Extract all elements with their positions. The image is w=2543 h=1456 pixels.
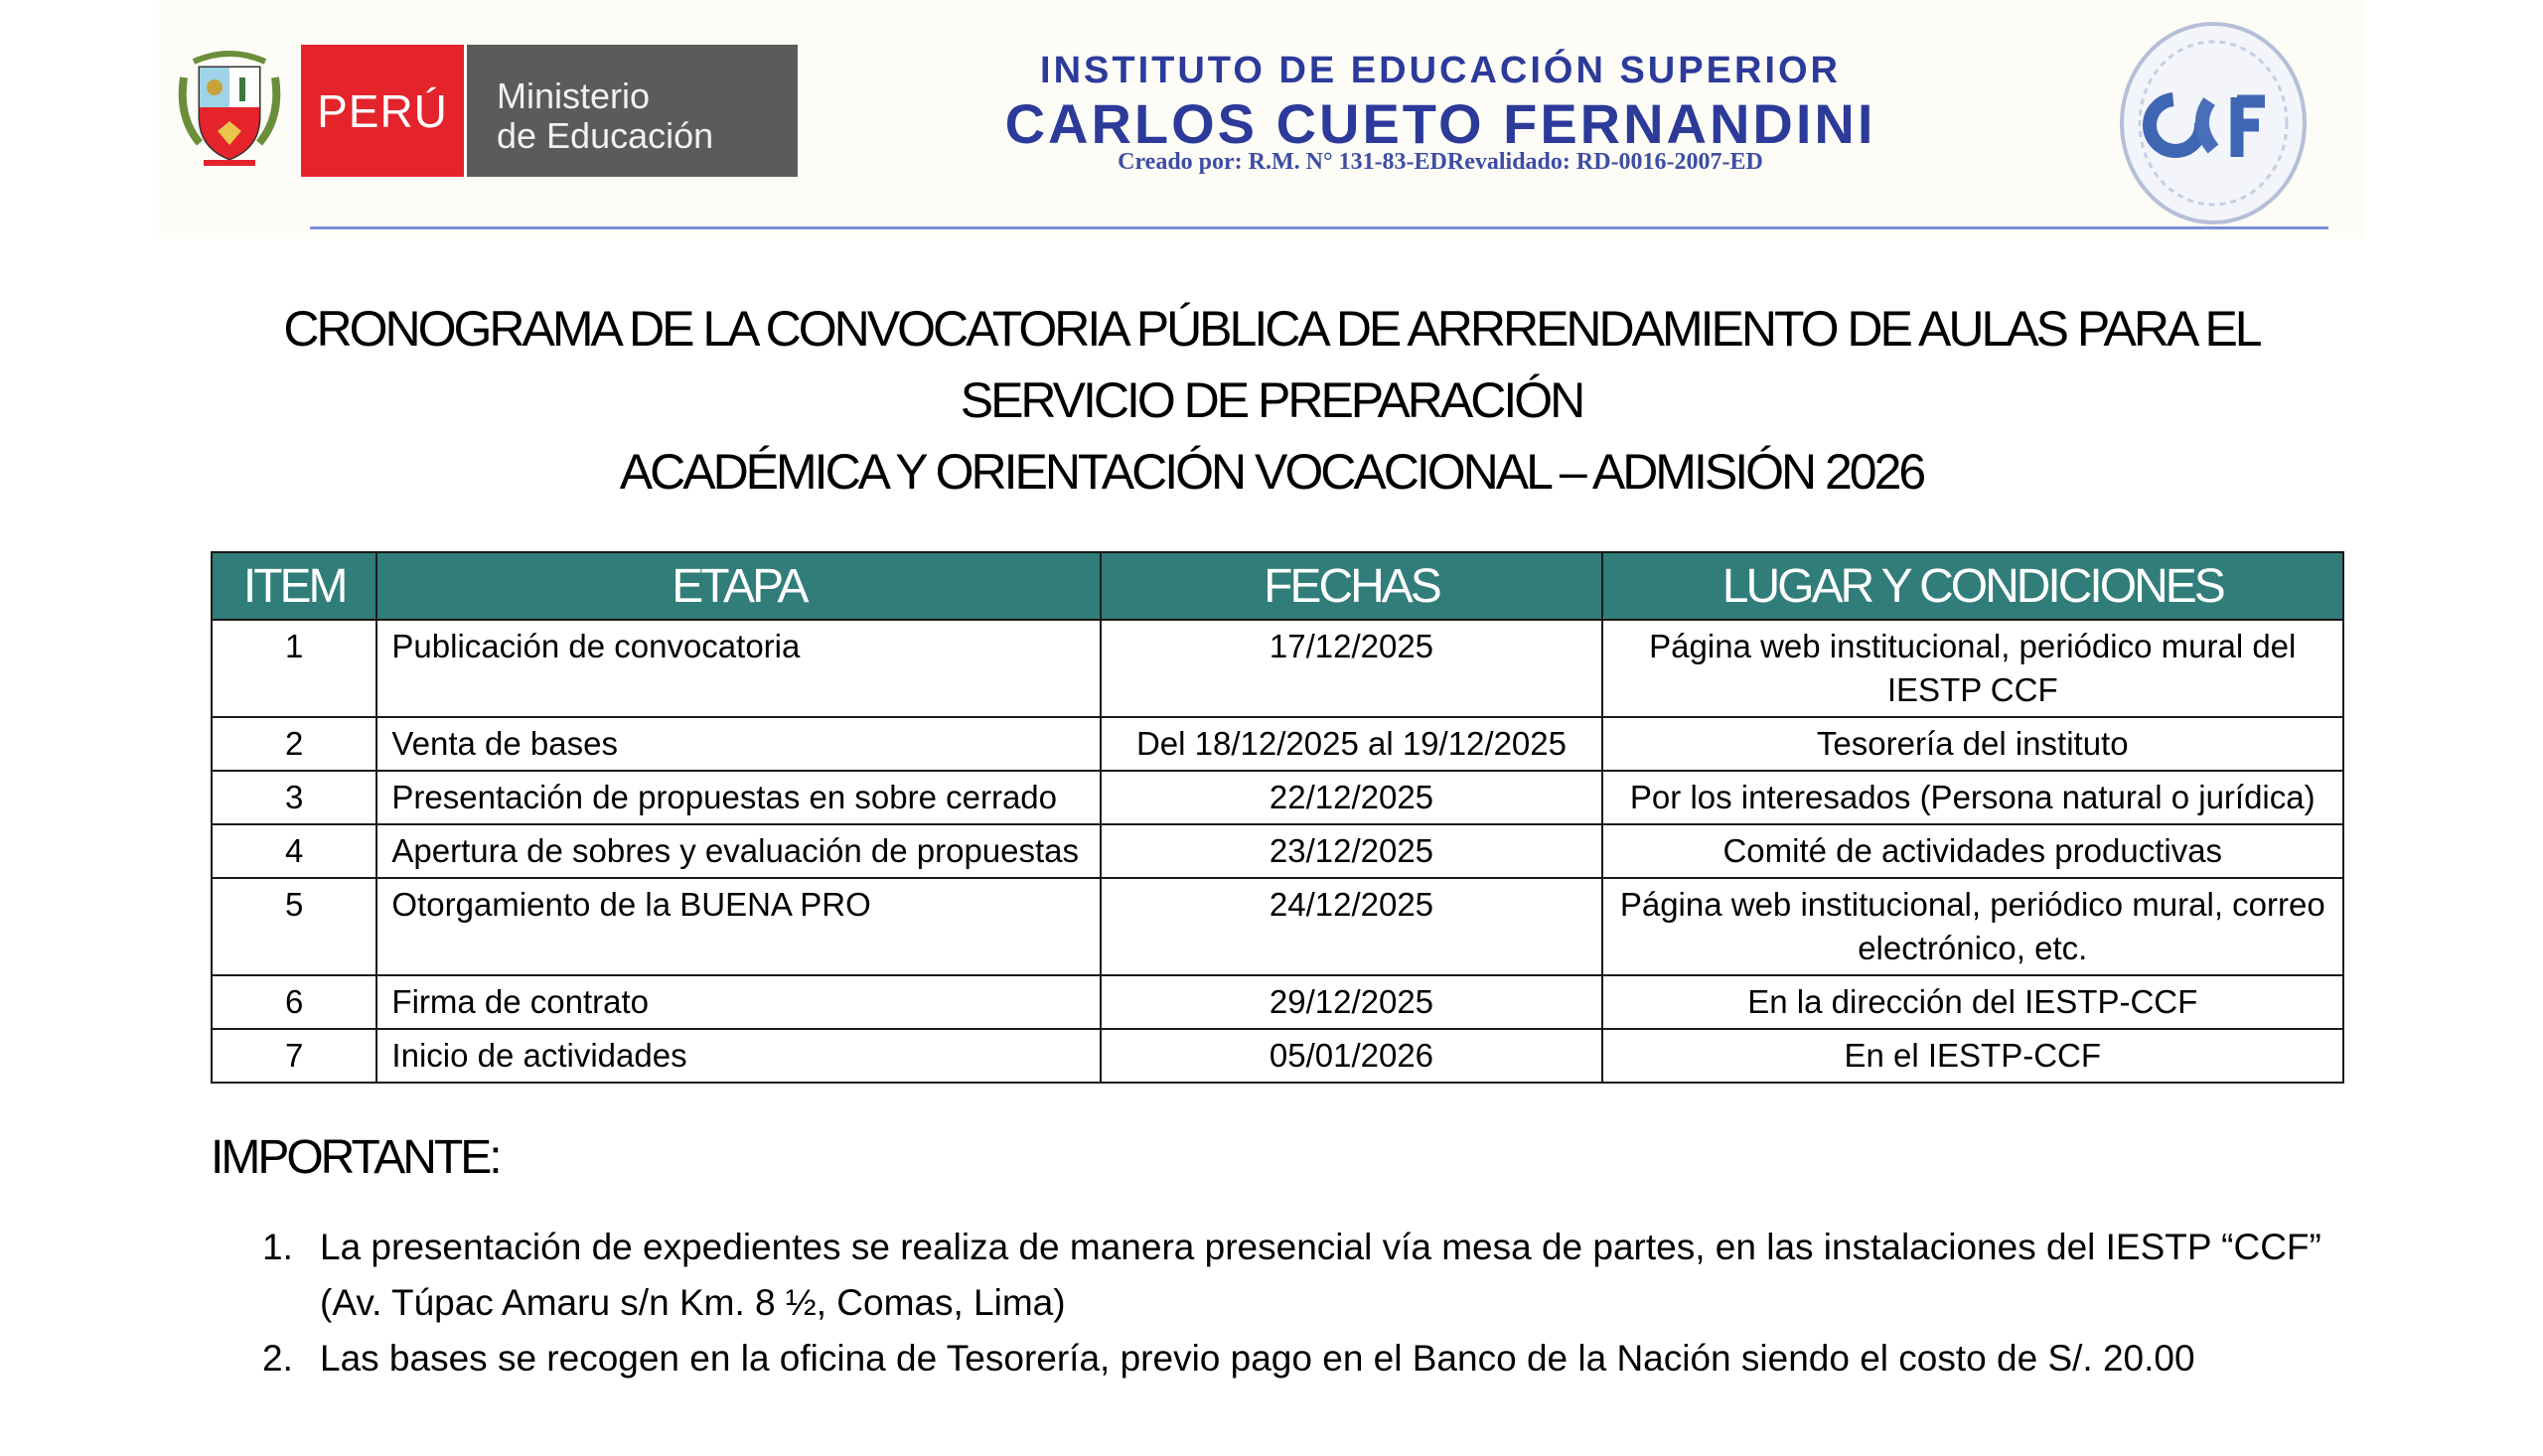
note-text-line-1: Las bases se recogen en la oficina de Tesorería, previo pago en el Banco de la Nación siendo el costo de S/. 20.00 — [320, 1338, 2195, 1379]
table-header-row — [212, 552, 2343, 620]
row-etapa: Apertura de sobres y evaluación de propuestas — [376, 824, 1101, 878]
row-lugar: En el IESTP-CCF — [1602, 1029, 2343, 1083]
row-fecha: 17/12/2025 — [1101, 620, 1601, 717]
row-lugar: Tesorería del instituto — [1602, 717, 2343, 771]
row-lugar: Comité de actividades productivas — [1602, 824, 2343, 878]
list-item — [211, 1331, 2396, 1386]
row-lugar: Página web institucional, periódico mural, correo electrónico, etc. — [1602, 878, 2343, 975]
document-title — [238, 293, 2305, 508]
note-text-line-1: La presentación de expedientes se realiza de manera presencial vía mesa de partes, en las instalaciones del IESTP “CCF” — [320, 1227, 2321, 1267]
column-header-item: ITEM — [212, 552, 376, 620]
document-title-line-2: ACADÉMICA Y ORIENTACIÓN VOCACIONAL – ADMISIÓN 2026 — [619, 444, 1924, 500]
row-lugar: Por los interesados (Persona natural o jurídica) — [1602, 771, 2343, 824]
row-item: 7 — [212, 1029, 376, 1083]
row-etapa: Publicación de convocatoria — [376, 620, 1101, 717]
document-title-line-1: CRONOGRAMA DE LA CONVOCATORIA PÚBLICA DE ARRRENDAMIENTO DE AULAS PARA EL SERVICIO DE PREPARACIÓN — [283, 301, 2260, 428]
row-etapa: Presentación de propuestas en sobre cerrado — [376, 771, 1101, 824]
table-row — [212, 771, 2343, 824]
row-fecha: 23/12/2025 — [1101, 824, 1601, 878]
note-number: 1. — [262, 1227, 293, 1267]
schedule-table — [211, 551, 2344, 1084]
table-row — [212, 975, 2343, 1029]
table-row — [212, 717, 2343, 771]
institute-resolution: Creado por: R.M. N° 131-83-EDRevalidado: RD-0016-2007-ED — [1118, 149, 1763, 175]
row-item: 6 — [212, 975, 376, 1029]
table-row — [212, 878, 2343, 975]
row-fecha: 29/12/2025 — [1101, 975, 1601, 1029]
row-etapa: Otorgamiento de la BUENA PRO — [376, 878, 1101, 975]
row-etapa: Firma de contrato — [376, 975, 1101, 1029]
row-item: 3 — [212, 771, 376, 824]
column-header-fechas: FECHAS — [1101, 552, 1601, 620]
importante-heading: IMPORTANTE: — [211, 1131, 500, 1184]
row-lugar: Página web institucional, periódico mural del IESTP CCF — [1602, 620, 2343, 717]
table-row — [212, 1029, 2343, 1083]
row-fecha: 22/12/2025 — [1101, 771, 1601, 824]
column-header-lugar: LUGAR Y CONDICIONES — [1602, 552, 2343, 620]
row-fecha: 24/12/2025 — [1101, 878, 1601, 975]
row-item: 4 — [212, 824, 376, 878]
list-item — [211, 1220, 2396, 1331]
row-fecha: Del 18/12/2025 al 19/12/2025 — [1101, 717, 1601, 771]
institute-name-line-2: CARLOS CUETO FERNANDINI — [1004, 92, 1876, 155]
column-header-etapa: ETAPA — [376, 552, 1101, 620]
importante-notes-list — [211, 1220, 2396, 1386]
peru-label: PERÚ — [317, 84, 448, 137]
table-row — [212, 824, 2343, 878]
row-etapa: Inicio de actividades — [376, 1029, 1101, 1083]
ministry-line-2: de Educación — [497, 115, 714, 156]
ministry-line-1: Ministerio — [497, 75, 651, 116]
ministry-brand-block — [464, 45, 798, 177]
row-etapa: Venta de bases — [376, 717, 1101, 771]
header-divider — [310, 226, 2328, 229]
row-lugar: En la dirección del IESTP-CCF — [1602, 975, 2343, 1029]
row-item: 2 — [212, 717, 376, 771]
table-row — [212, 620, 2343, 717]
row-item: 5 — [212, 878, 376, 975]
peru-coat-of-arms-icon — [174, 48, 285, 173]
institute-name-line-1: INSTITUTO DE EDUCACIÓN SUPERIOR — [1040, 50, 1841, 91]
note-number: 2. — [262, 1338, 293, 1379]
row-fecha: 05/01/2026 — [1101, 1029, 1601, 1083]
peru-brand-block — [301, 45, 464, 177]
row-item: 1 — [212, 620, 376, 717]
note-text-line-2: (Av. Túpac Amaru s/n Km. 8 ½, Comas, Lima) — [320, 1282, 1066, 1323]
ccf-institute-logo-icon — [2114, 18, 2313, 228]
